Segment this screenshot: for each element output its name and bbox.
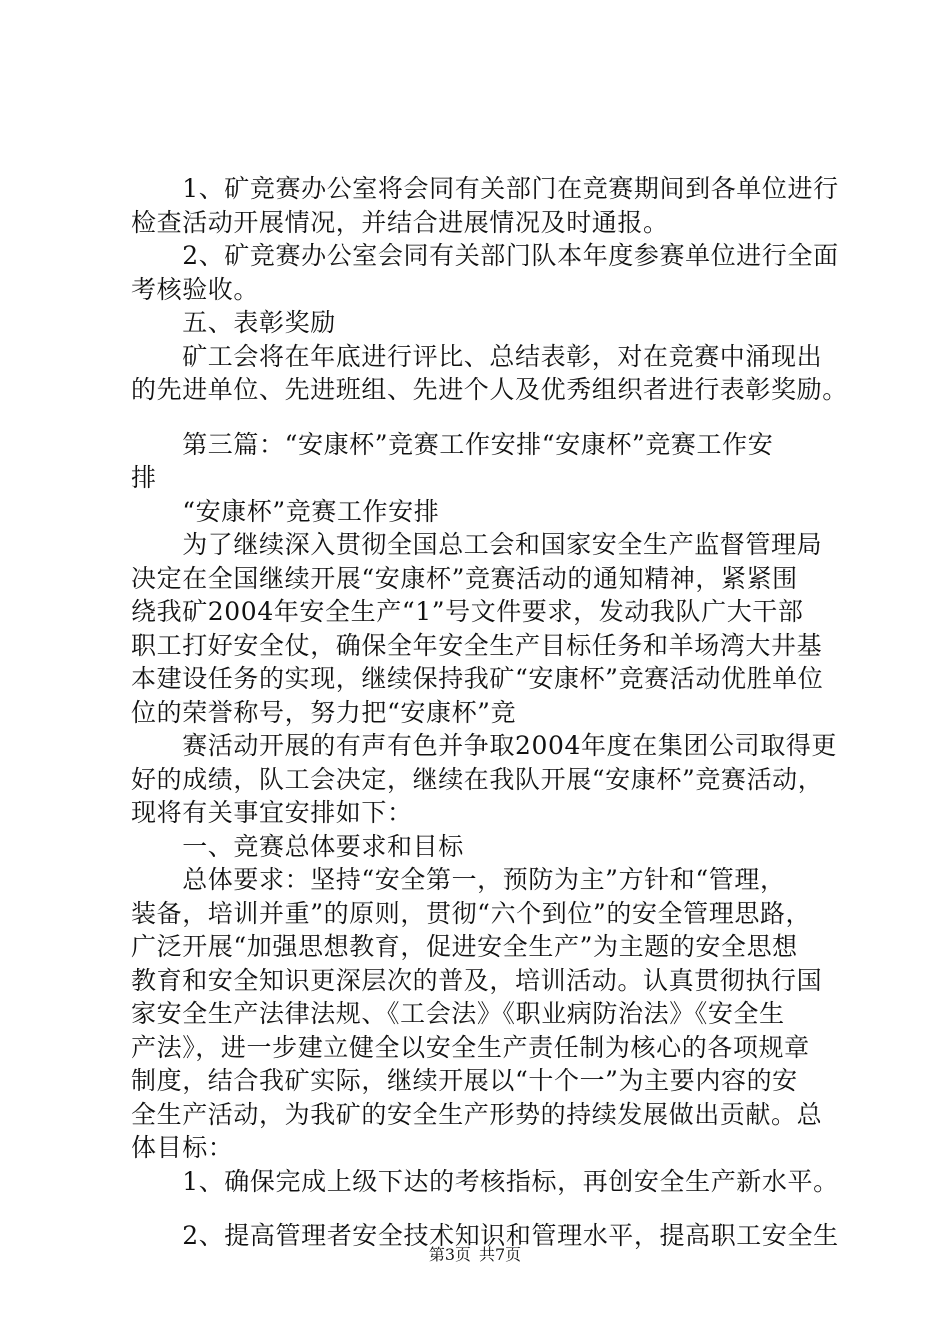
text-line: 赛活动开展的有声有色并争取2004年度在集团公司取得更 — [131, 731, 838, 760]
page-footer — [0, 1244, 950, 1266]
text-line: 产法》，进一步建立健全以安全生产责任制为核心的各项规章 — [131, 1033, 810, 1062]
page-number: 第3页 — [428, 1245, 471, 1264]
text-line: 1、矿竞赛办公室将会同有关部门在竞赛期间到各单位进行 — [131, 174, 839, 203]
text-line: 总体要求：坚持“安全第一，预防为主”方针和“管理， — [131, 865, 786, 894]
text-line: 制度，结合我矿实际，继续开展以“十个一”为主要内容的安 — [131, 1066, 798, 1095]
text-line: 矿工会将在年底进行评比、总结表彰，对在竞赛中涌现出 — [131, 342, 823, 371]
page-total: 共7页 — [479, 1245, 522, 1264]
text-line: 现将有关事宜安排如下： — [131, 798, 413, 827]
text-line: 绕我矿2004年安全生产“1”号文件要求，发动我队广大干部 — [131, 597, 804, 626]
text-line: 决定在全国继续开展“安康杯”竞赛活动的通知精神，紧紧围 — [131, 564, 798, 593]
text-line: 全生产活动，为我矿的安全生产形势的持续发展做出贡献。总 — [131, 1100, 823, 1129]
text-line: 好的成绩，队工会决定，继续在我队开展“安康杯”竞赛活动， — [131, 765, 824, 794]
text-line: 检查活动开展情况，并结合进展情况及时通报。 — [131, 208, 669, 237]
text-line: 考核验收。 — [131, 275, 260, 304]
text-line: 2、矿竞赛办公室会同有关部门队本年度参赛单位进行全面 — [131, 241, 839, 270]
text-line: 家安全生产法律法规、《工会法》《职业病防治法》《安全生 — [131, 999, 785, 1028]
text-line: 广泛开展“加强思想教育，促进安全生产”为主题的安全思想 — [131, 932, 798, 961]
text-line: 位的荣誉称号，努力把“安康杯”竞 — [131, 698, 517, 727]
section-heading: 五、表彰奖励 — [131, 308, 336, 337]
section-heading: 一、竞赛总体要求和目标 — [131, 832, 464, 861]
chapter-title: 排 — [131, 463, 157, 492]
text-line: 1、确保完成上级下达的考核指标，再创安全生产新水平。 — [131, 1167, 839, 1196]
text-line: 教育和安全知识更深层次的普及，培训活动。认真贯彻执行国 — [131, 966, 823, 995]
text-line: 本建设任务的实现，继续保持我矿“安康杯”竞赛活动优胜单位 — [131, 664, 824, 693]
text-line: 体目标： — [131, 1133, 234, 1162]
text-line: 2、提高管理者安全技术知识和管理水平，提高职工安全生 — [131, 1221, 839, 1250]
article-title: “安康杯”竞赛工作安排 — [131, 497, 440, 526]
text-line: 为了继续深入贯彻全国总工会和国家安全生产监督管理局 — [131, 530, 823, 559]
chapter-title: 第三篇：“安康杯”竞赛工作安排“安康杯”竞赛工作安 — [131, 430, 774, 459]
text-line: 装备，培训并重”的原则，贯彻“六个到位”的安全管理思路， — [131, 899, 812, 928]
text-line: 职工打好安全仗，确保全年安全生产目标任务和羊场湾大井基 — [131, 631, 823, 660]
text-line: 的先进单位、先进班组、先进个人及优秀组织者进行表彰奖励。 — [131, 375, 848, 404]
